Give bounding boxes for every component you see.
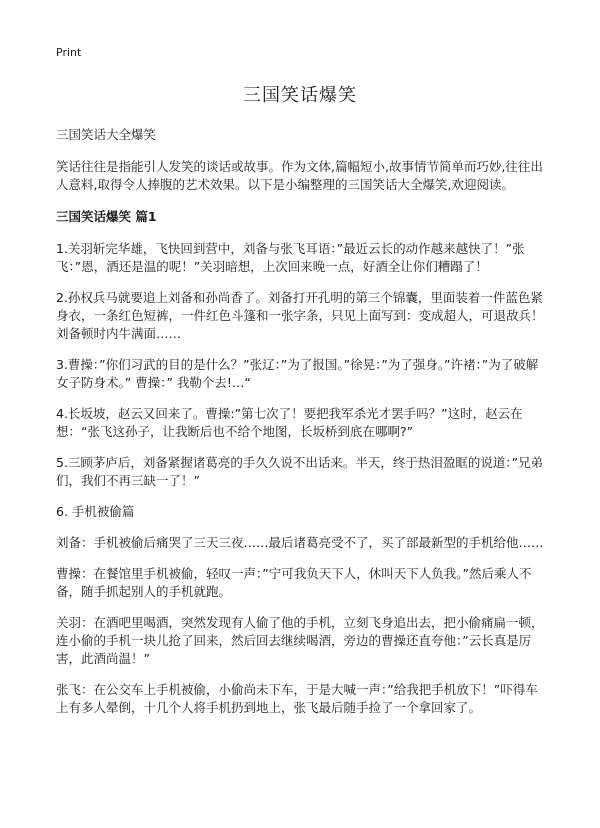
intro-paragraph: 笑话往往是指能引人发笑的谈话或故事。作为文体,篇幅短小,故事情节简单而巧妙,往往出人意料,取得令人捧腹的艺术效果。以下是小编整理的三国笑话大全爆笑,欢迎阅读。 <box>56 159 543 192</box>
joke-paragraph-caocao: 曹操：在餐馆里手机被偷，轻叹一声：”宁可我负天下人，休叫天下人负我。”然后乘人不备，随手抓起别人的手机就跑。 <box>56 566 532 599</box>
section-heading: 三国笑话爆笑 篇1 <box>56 209 157 224</box>
joke-paragraph-guanyu: 关羽：在酒吧里喝酒，突然发现有人偷了他的手机，立刻飞身追出去，把小偷痛扁一顿，连小偷的手机一块儿抢了回来，然后回去继续喝酒，旁边的曹操还直夸他：”云长真是厉害，此酒尚温！” <box>56 615 544 666</box>
joke-paragraph-3: 3.曹操：”你们习武的目的是什么？”张辽：”为了报国。”徐晃：”为了强身。”许褚：”为了破解女子防身术。” 曹操：” 我勒个去!…“ <box>56 357 539 390</box>
joke-paragraph-zhangfei: 张飞：在公交车上手机被偷，小偷尚未下车，于是大喊一声：”给我把手机放下！”吓得车上有多人晕倒，十几个人将手机扔到地上，张飞最后随手捡了一个拿回家了。 <box>56 682 538 715</box>
joke-paragraph-4: 4.长坂坡，赵云又回来了。曹操:”第七次了！要把我军杀光才罢手吗？”这时，赵云在想：“张飞这孙子，让我断后也不给个地图，长坂桥到底在哪啊?” <box>56 406 523 439</box>
document-subtitle: 三国笑话大全爆笑 <box>56 127 157 142</box>
joke-paragraph-2: 2.孙权兵马就要追上刘备和孙尚香了。刘备打开孔明的第三个锦囊，里面装着一件蓝色紧身衣，一条红色短裤，一件红色斗篷和一张字条，只见上面写到：变成超人，可退敌兵！刘备顿时内牛满面…… <box>56 290 544 341</box>
subsection-heading-phone: 6. 手机被偷篇 <box>56 504 135 519</box>
page-title: 三国笑话爆笑 <box>243 85 357 106</box>
joke-paragraph-liubei: 刘备：手机被偷后痛哭了三天三夜……最后诸葛亮受不了，买了部最新型的手机给他…… <box>56 535 544 550</box>
print-link[interactable]: Print <box>56 46 82 59</box>
joke-paragraph-5: 5.三顾茅庐后，刘备紧握诸葛亮的手久久说不出话来。半天，终于热泪盈眶的说道：”兄弟们，我们不再三缺一了！” <box>56 455 544 488</box>
joke-paragraph-1: 1.关羽斩完华雄，飞快回到营中，刘备与张飞耳语：”最近云长的动作越来越快了！”张飞：”恩，酒还是温的呢！”关羽暗想，上次回来晚一点，好酒全让你们糟蹋了！ <box>56 241 525 274</box>
